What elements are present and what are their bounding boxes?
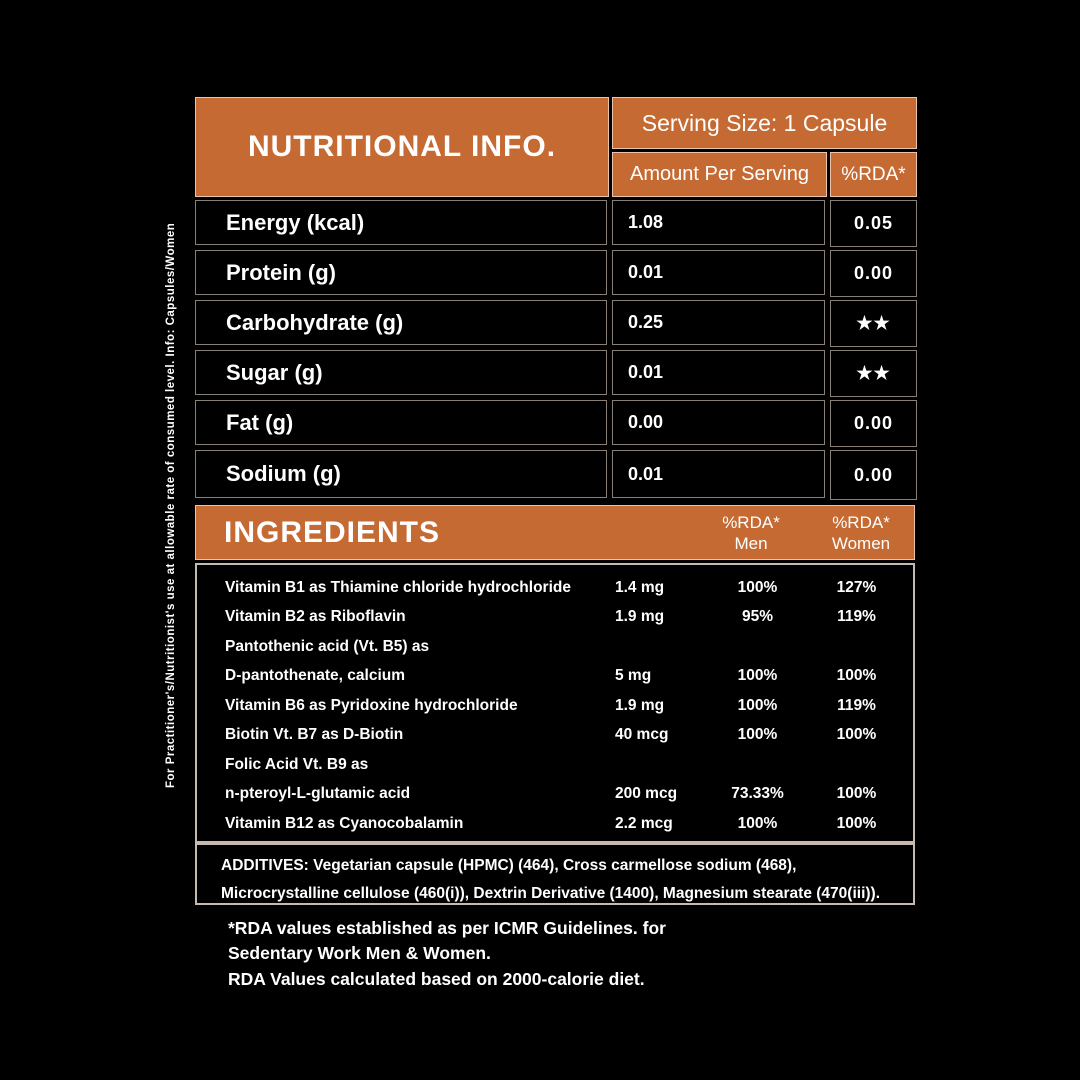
rda-women-header-bottom: Women [831, 533, 891, 553]
ingredient-name: Vitamin B1 as Thiamine chloride hydrochloride [225, 578, 571, 596]
nutrient-rda: 0.00 [830, 250, 917, 297]
ingredient-rda-women: 100% [836, 785, 877, 803]
nutrient-rda: 0.00 [830, 400, 917, 447]
ingredient-row [225, 750, 913, 780]
nutrient-amount: 0.25 [612, 300, 825, 345]
nutrient-rda-stars: ★★ [830, 300, 917, 347]
ingredient-rda-women: 119% [837, 608, 876, 626]
rda-men-header-top: %RDA* [722, 513, 780, 533]
table-row [195, 300, 915, 345]
ingredient-name: n-pteroyl-L-glutamic acid [225, 785, 411, 803]
rda-footnote [228, 916, 828, 992]
page-title: NUTRITIONAL INFO. [195, 97, 609, 197]
ingredient-rda-women: 119% [837, 696, 876, 714]
ingredient-rda-women: 127% [836, 578, 877, 596]
ingredient-name: Vitamin B6 as Pyridoxine hydrochloride [225, 696, 518, 714]
ingredient-rda-men: 100% [737, 726, 778, 744]
nutrient-rda-stars: ★★ [830, 350, 917, 397]
ingredient-rda-men: 100% [737, 578, 778, 596]
ingredient-rda-women: 100% [836, 726, 877, 744]
ingredient-row [225, 691, 913, 721]
table-row [195, 400, 915, 445]
rda-header: %RDA* [830, 152, 917, 197]
ingredient-qty: 1.9 mg [615, 608, 665, 626]
nutrient-label: Protein (g) [195, 250, 607, 295]
ingredient-row [225, 721, 913, 751]
nutrient-label: Carbohydrate (g) [195, 300, 607, 345]
ingredient-row [225, 662, 913, 692]
nutrient-amount: 0.00 [612, 400, 825, 445]
rda-men-header [701, 506, 801, 561]
rda-footnote-line1: *RDA values established as per ICMR Guidelines. for [228, 918, 666, 938]
ingredient-name: Vitamin B2 as Riboflavin [225, 608, 406, 626]
ingredient-name: Vitamin B12 as Cyanocobalamin [225, 814, 464, 832]
rda-footnote-line3: RDA Values calculated based on 2000-calorie diet. [228, 968, 645, 989]
table-row [195, 450, 915, 498]
ingredients-header [195, 505, 915, 560]
ingredient-qty: 2.2 mcg [615, 814, 673, 832]
rda-footnote-line2: Sedentary Work Men & Women. [228, 943, 491, 964]
ingredient-rda-women: 100% [836, 667, 877, 685]
ingredient-name: Biotin Vt. B7 as D-Biotin [225, 726, 404, 744]
vertical-note: For Practitioner's/Nutritionist's use at allowable rate of consumed level. Info: Capsules/Women [165, 222, 177, 788]
ingredient-row [225, 603, 913, 633]
rda-women-header-top: %RDA* [832, 513, 890, 533]
ingredient-rda-women: 100% [836, 814, 877, 832]
rda-women-header [808, 506, 914, 561]
nutrient-label: Sodium (g) [195, 450, 607, 498]
nutrient-amount: 0.01 [612, 250, 825, 295]
nutrient-label: Energy (kcal) [195, 200, 607, 245]
ingredient-qty: 200 mcg [615, 785, 678, 803]
table-row [195, 350, 915, 395]
ingredient-qty: 1.9 mg [615, 696, 665, 714]
ingredient-rda-men: 95% [741, 608, 774, 626]
nutrient-amount: 0.01 [612, 350, 825, 395]
ingredient-rda-men: 73.33% [731, 785, 784, 803]
ingredient-row [225, 573, 913, 603]
ingredient-rda-men: 100% [737, 814, 778, 832]
ingredient-row [225, 780, 913, 810]
serving-size-label: Serving Size: 1 Capsule [612, 97, 917, 149]
nutrient-amount: 1.08 [612, 200, 825, 245]
ingredient-rda-men: 100% [737, 696, 778, 714]
ingredient-qty: 1.4 mg [615, 578, 665, 596]
nutrient-label: Sugar (g) [195, 350, 607, 395]
ingredients-panel [195, 563, 915, 843]
ingredient-name: Pantothenic acid (Vt. B5) as [225, 637, 430, 655]
ingredient-name: D-pantothenate, calcium [225, 667, 405, 685]
ingredients-title: INGREDIENTS [224, 515, 441, 549]
amount-per-serving-header: Amount Per Serving [612, 152, 827, 197]
ingredient-row [225, 632, 913, 662]
ingredient-qty: 40 mcg [615, 726, 669, 744]
ingredient-name: Folic Acid Vt. B9 as [225, 755, 369, 773]
table-row [195, 250, 915, 295]
ingredient-rda-men: 100% [737, 667, 778, 685]
ingredient-qty: 5 mg [615, 667, 652, 685]
rda-men-header-bottom: Men [734, 533, 768, 553]
nutrient-rda: 0.00 [830, 450, 917, 500]
nutrient-rda: 0.05 [830, 200, 917, 247]
table-row [195, 200, 915, 245]
ingredient-row [225, 809, 913, 839]
additives-note: ADDITIVES: Vegetarian capsule (HPMC) (464), Cross carmellose sodium (468), Microcrystalline cellulose (460(i)), Dextrin Derivative (1400), Magnesium stearate (470(iii)). [195, 843, 915, 905]
nutrient-label: Fat (g) [195, 400, 607, 445]
nutrient-amount: 0.01 [612, 450, 825, 498]
